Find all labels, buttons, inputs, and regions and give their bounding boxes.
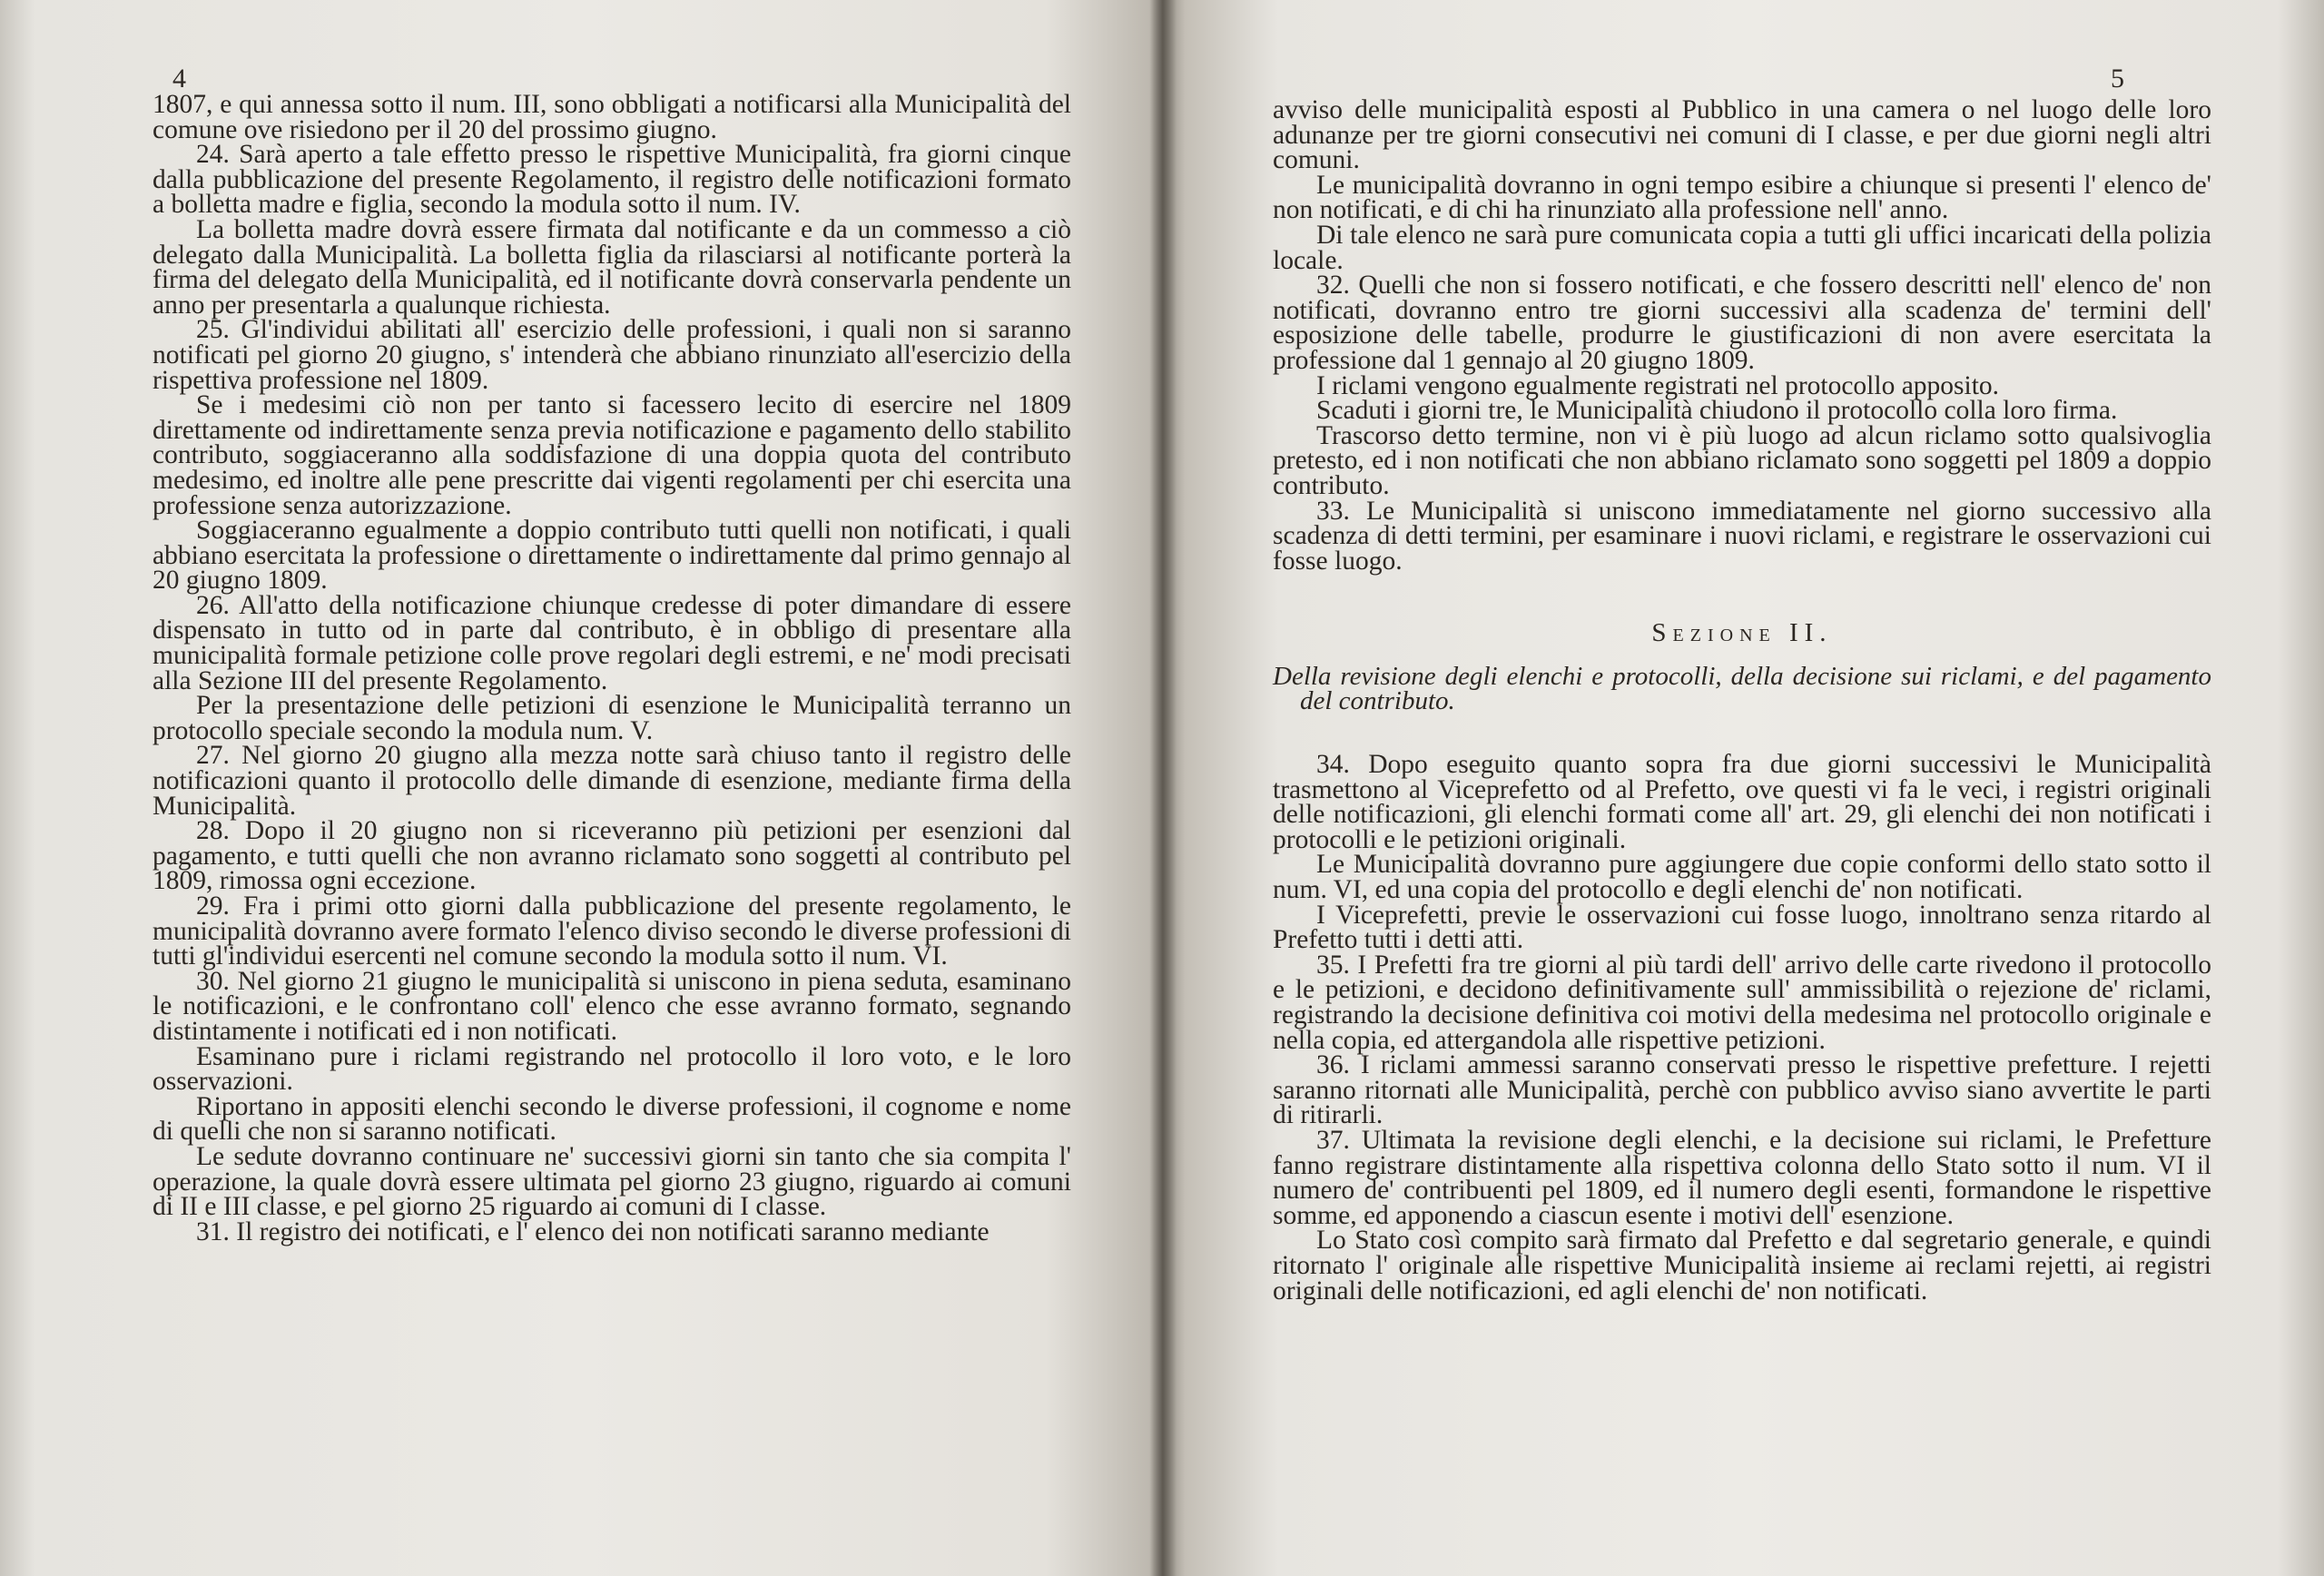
paragraph: Le municipalità dovranno in ogni tempo esibire a chiunque si presenti l' elenco de' non notificati, e di chi ha rinunziato alla professione nell' anno. xyxy=(1273,170,2211,225)
paragraph: Trascorso detto termine, non vi è più luogo ad alcun riclamo sotto qualsivoglia pretesto, ed i non notificati che non abbiano riclamato sono soggetti pel 1809 a doppio contributo. xyxy=(1273,420,2211,500)
right-page-text xyxy=(1273,51,2211,1304)
paragraph: 36. I riclami ammessi saranno conservati presso le rispettive prefetture. I rejetti saranno ritornati alle Municipalità, perchè con pubblico avviso siano avvertite le parti di ritirarli. xyxy=(1273,1050,2211,1130)
paragraph: avviso delle municipalità esposti al Pubblico in una camera o nel luogo delle loro adunanze per tre giorni consecutivi nei comuni di I classe, e per due giorni negli altri comuni. xyxy=(1273,95,2211,175)
paragraph: 30. Nel giorno 21 giugno le municipalità si uniscono in piena seduta, esaminano le notificazioni, e le confrontano coll' elenco che esse avranno formato, segnando distintamente i notificati ed i non notificati. xyxy=(153,966,1071,1046)
paragraph: 1807, e qui annessa sotto il num. III, sono obbligati a notificarsi alla Municipalità del comune ove risiedono per il 20 del prossimo giugno. xyxy=(153,90,1071,144)
paragraph: Soggiaceranno egualmente a doppio contributo tutti quelli non notificati, i quali abbiano esercitata la professione o direttamente o indirettamente dal primo gennajo al 20 giugno 1809. xyxy=(153,516,1071,596)
right-page xyxy=(1162,0,2324,1576)
paragraph: 24. Sarà aperto a tale effetto presso le rispettive Municipalità, fra giorni cinque dalla pubblicazione del presente Regolamento, il registro delle notificazioni formato a bolletta madre e figlia, secondo la modula sotto il num. IV. xyxy=(153,140,1071,220)
page-number: 5 xyxy=(2111,64,2124,94)
paragraph: 26. All'atto della notificazione chiunque credesse di poter dimandare di essere dispensato in tutto od in parte dal contributo, è in obbligo di presentare alla municipalità formale petizione colle prove regolari degli estremi, e ne' modi precisati alla Sezione III del presente Regolamento. xyxy=(153,590,1071,695)
paragraph: Le sedute dovranno continuare ne' successivi giorni sin tanto che sia compita l' operazione, la quale dovrà essere ultimata pel giorno 23 giugno, riguardo ai comuni di II e III classe, e pel giorno 25 riguardo ai comuni di I classe. xyxy=(153,1141,1071,1222)
paragraph: 35. I Prefetti fra tre giorni al più tardi dell' arrivo delle carte rivedono il protocollo e le petizioni, e decidono definitivamente sull' ammissibilità o rejezione de' riclami, registrando la decisione definitiva coi motivi della medesima nel protocollo originale e nella copia, ed attergandola alle rispettive petizioni. xyxy=(1273,950,2211,1055)
paragraph: 31. Il registro dei notificati, e l' elenco dei non notificati saranno mediante xyxy=(196,1216,990,1246)
paragraph: Per la presentazione delle petizioni di esenzione le Municipalità terranno un protocollo speciale secondo la modula num. V. xyxy=(153,691,1071,745)
paragraph: La bolletta madre dovrà essere firmata dal notificante e da un commesso a ciò delegato dalla Municipalità. La bolletta figlia da rilasciarsi al notificante porterà la firma del delegato della Municipalità, ed il notificante dovrà conservarla pendente un anno per presentarla a qualunque richiesta. xyxy=(153,214,1071,320)
paragraph: 37. Ultimata la revisione degli elenchi, e la decisione sui riclami, le Prefetture fanno registrare distintamente alla rispettiva colonna dello Stato sotto il num. VI il numero de' contribuenti pel 1809, ed il numero degli esenti, formandone le rispettive somme, ed apponendo a ciascun esente i motivi dell' esenzione. xyxy=(1273,1125,2211,1230)
section-title: Sezione II. xyxy=(1651,618,1833,648)
paragraph: 25. Gl'individui abilitati all' esercizio delle professioni, i quali non si saranno notificati pel giorno 20 giugno, s' intenderà che abbiano rinunziato all'esercizio della rispettiva professione nel 1809. xyxy=(153,315,1071,395)
book-gutter xyxy=(1149,0,1177,1576)
paragraph: 33. Le Municipalità si uniscono immediatamente nel giorno successivo alla scadenza di detti termini, per esaminare i nuovi riclami, e registrare le osservazioni cui fosse luogo. xyxy=(1273,496,2211,576)
paragraph: Se i medesimi ciò non per tanto si facessero lecito di esercire nel 1809 direttamente od indirettamente senza previa notificazione e pagamento dello stabilito contributo, soggiaceranno alla soddisfazione di una doppia quota del contributo medesimo, ed inoltre alle pene prescritte dai vigenti regolamenti per chi esercita una professione senza autorizzazione. xyxy=(153,390,1071,520)
left-page-text xyxy=(153,51,1071,1245)
paragraph: 27. Nel giorno 20 giugno alla mezza notte sarà chiuso tanto il registro delle notificazioni quanto il protocollo delle dimande di esenzione, mediante firma della Municipalità. xyxy=(153,741,1071,821)
paragraph: Scaduti i giorni tre, le Municipalità chiudono il protocollo colla loro firma. xyxy=(1316,396,2118,426)
paragraph: 34. Dopo eseguito quanto sopra fra due giorni successivi le Municipalità trasmettono al Viceprefetto od al Prefetto, ove questi vi fa le veci, i registri originali delle notificazioni, gli elenchi formati come all' art. 29, gli elenchi dei non notificati i protocolli e le petizioni originali. xyxy=(1273,750,2211,854)
paragraph: I Viceprefetti, previe le osservazioni cui fosse luogo, innoltrano senza ritardo al Prefetto tutti i detti atti. xyxy=(1273,900,2211,955)
paragraph: 32. Quelli che non si fossero notificati, e che fossero descritti nell' elenco de' non notificati, dovranno entro tre giorni successivi alla scadenza de' termini dell' esposizione delle tabelle, produrre le giustificazioni di non avere esercitata la professione dal 1 gennajo al 20 giugno 1809. xyxy=(1273,271,2211,375)
paragraph: Lo Stato così compito sarà firmato dal Prefetto e dal segretario generale, e quindi ritornato l' originale alle rispettive Municipalità insieme ai reclami rejetti, ai registri originali delle notificazioni, ed agli elenchi de' non notificati. xyxy=(1273,1226,2211,1305)
paragraph: 29. Fra i primi otto giorni dalla pubblicazione del presente regolamento, le municipalità dovranno avere formato l'elenco diviso secondo le diverse professioni di tutti gl'individui esercenti nel comune secondo la modula sotto il num. VI. xyxy=(153,891,1071,971)
paragraph: 28. Dopo il 20 giugno non si riceveranno più petizioni per esenzioni dal pagamento, e tutti quelli che non avranno riclamato sono soggetti al contributo pel 1809, rimossa ogni eccezione. xyxy=(153,816,1071,896)
paragraph: Di tale elenco ne sarà pure comunicata copia a tutti gli uffici incaricati della polizia locale. xyxy=(1273,220,2211,275)
paragraph: Riportano in appositi elenchi secondo le diverse professioni, il cognome e nome di quelli che non si saranno notificati. xyxy=(153,1091,1071,1147)
paragraph: I riclami vengono egualmente registrati nel protocollo apposito. xyxy=(1316,370,2000,400)
section-subtitle: Della revisione degli elenchi e protocolli, della decisione sui riclami, e del pagamento del contributo. xyxy=(1273,661,2211,716)
page-number: 4 xyxy=(172,64,186,94)
right-paragraphs-top xyxy=(1273,95,2211,576)
paragraph: Esaminano pure i riclami registrando nel protocollo il loro voto, e le loro osservazioni. xyxy=(153,1041,1071,1097)
right-paragraphs-bottom xyxy=(1273,750,2211,1305)
paragraph: Le Municipalità dovranno pure aggiungere due copie conformi dello stato sotto il num. VI, ed una copia del protocollo e degli elenchi de' non notificati. xyxy=(1273,850,2211,905)
